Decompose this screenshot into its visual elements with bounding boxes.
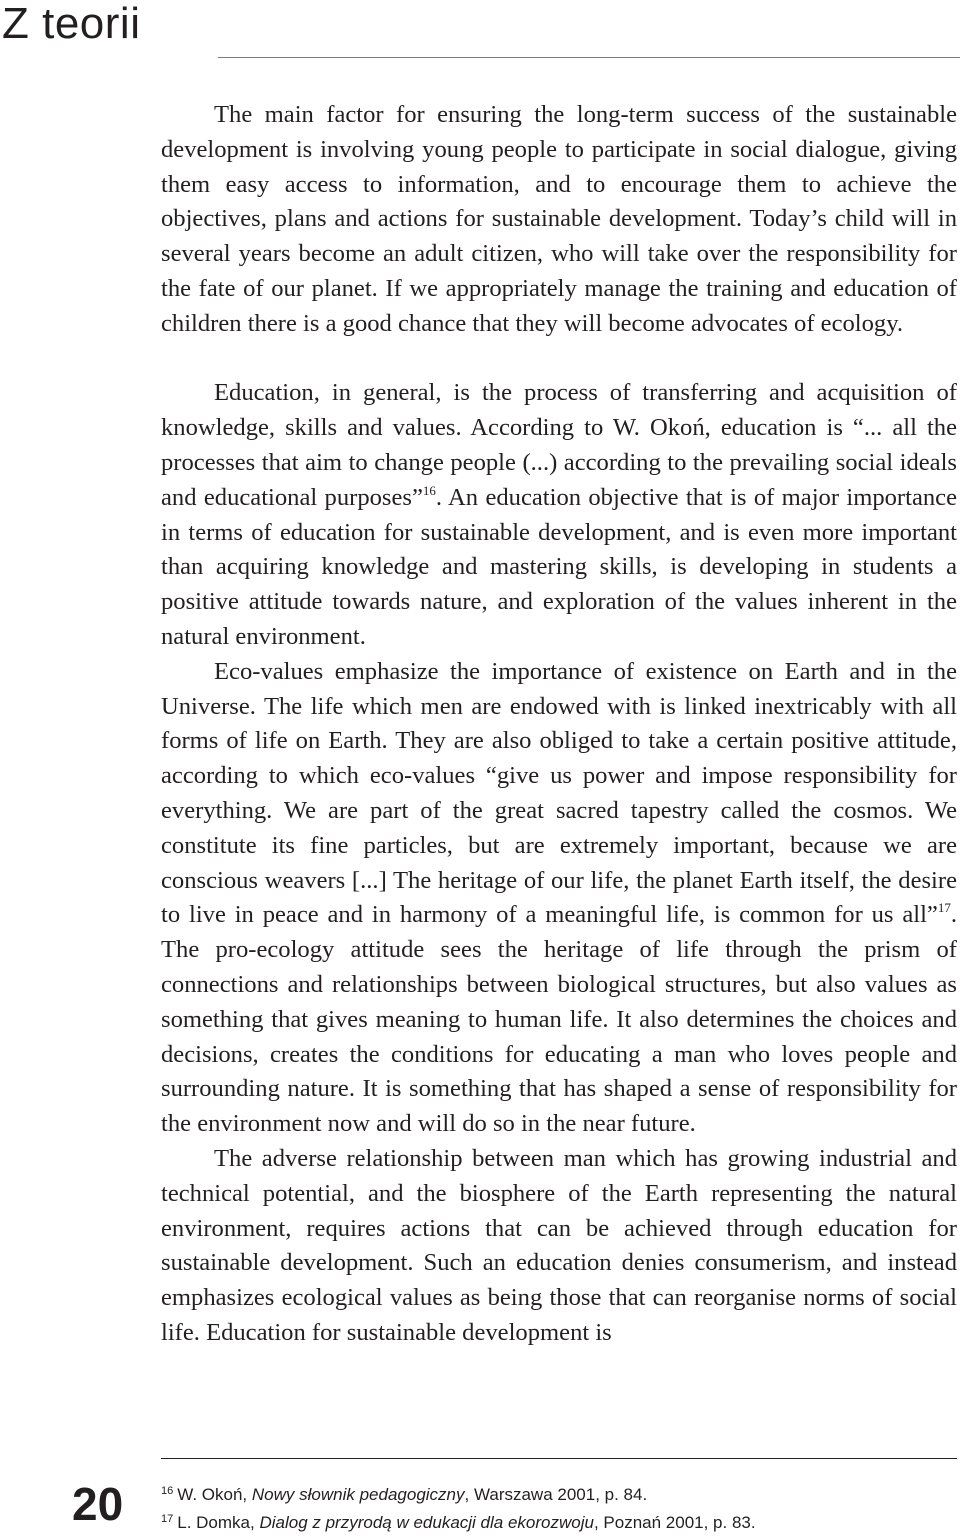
- paragraph-2-part-2: . An education objective that is of major importance in terms of education for sustainable development, and is even more important than acquiring knowledge and mastering skills, is developing in students a positive attitude towards nature, and exploration of the values inherent in the natural environment.: [161, 483, 957, 650]
- footnote-author: W. Okoń,: [177, 1485, 252, 1504]
- section-title: Z teorii: [2, 0, 141, 48]
- paragraph-2: [161, 376, 957, 654]
- paragraph-3: [161, 655, 957, 1142]
- paragraph-1: The main factor for ensuring the long-term success of the sustainable development is involving young people to participate in social dialogue, giving them easy access to information, and to encourage them to achieve the objectives, plans and actions for sustainable development. Today’s child will in several years become an adult citizen, who will take over the responsibility for the fate of our planet. If we appropriately manage the training and education of children there is a good chance that they will become advocates of ecology.: [161, 101, 957, 337]
- footnotes: [161, 1479, 957, 1535]
- header-divider: [218, 57, 960, 58]
- paragraph-3-part-2: . The pro-ecology attitude sees the heritage of life through the prism of connections and relationships between biological structures, but also values as something that gives meaning to human life. It also determines the choices and decisions, creates the conditions for educating a man who loves people and surrounding nature. It is something that has shaped a sense of responsibility for the environment now and will do so in the near future.: [161, 901, 957, 1138]
- paragraph-2-part-1: Education, in general, is the process of transferring and acquisition of knowledge, skills and values. According to W. Okoń, education is “... all the processes that aim to change people (...) according to the prevailing social ideals and educational purposes”: [161, 379, 957, 511]
- footnote-book-title: Nowy słownik pedagogiczny: [251, 1485, 465, 1504]
- footnote-publication: , Warszawa 2001, p. 84.: [464, 1485, 648, 1504]
- footnote-16: [161, 1479, 957, 1507]
- page-number: 20: [72, 1478, 124, 1530]
- footnote-number: 16: [161, 1485, 174, 1497]
- footnote-17: [161, 1507, 957, 1535]
- footnote-author: L. Domka,: [177, 1513, 260, 1532]
- main-text: [161, 98, 957, 1351]
- footnote-publication: , Poznań 2001, p. 83.: [593, 1513, 756, 1532]
- footnote-ref-17[interactable]: 17: [937, 900, 951, 916]
- paragraph-4: The adverse relationship between man which has growing industrial and technical potential, and the biosphere of the Earth representing the natural environment, requires actions that can be achieved through education for sustainable development. Such an education denies consumerism, and instead emphasizes ecological values as being those that can reorganise norms of social life. Education for sustainable development is: [161, 1144, 957, 1346]
- paragraph-3-part-1: Eco-values emphasize the importance of existence on Earth and in the Universe. The life which men are endowed with is linked inextricably with all forms of life on Earth. They are also obliged to take a certain positive attitude, according to which eco-values “give us power and impose responsibility for everything. We are part of the great sacred tapestry called the cosmos. We constitute its fine particles, but are extremely important, because we are conscious weavers [...] The heritage of our life, the planet Earth itself, the desire to live in peace and in harmony of a meaningful life, is common for us all”: [161, 657, 957, 929]
- footnote-number: 17: [161, 1513, 174, 1525]
- footnote-ref-16[interactable]: 16: [422, 482, 436, 498]
- footnote-divider: [161, 1458, 957, 1459]
- footnote-book-title: Dialog z przyrodą w edukacji dla ekorozwoju: [259, 1513, 594, 1532]
